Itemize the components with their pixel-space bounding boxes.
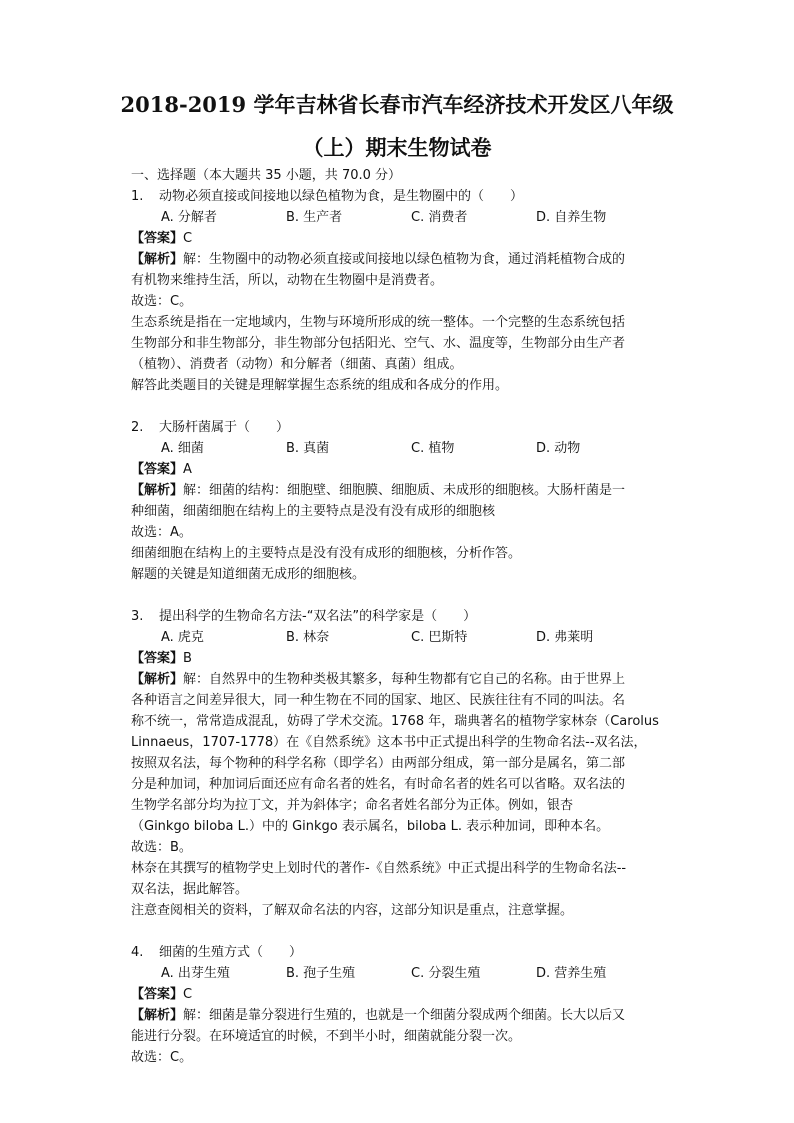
option-b: B. 孢子生殖	[286, 966, 356, 981]
analysis-line: 生态系统是指在一定地域内，生物与环境所形成的统一整体。一个完整的生态系统包括	[131, 315, 626, 330]
question-stem-row	[131, 606, 661, 627]
answer-value: A	[183, 462, 192, 477]
answer-row	[131, 984, 661, 1005]
option-d: D. 自养生物	[536, 210, 607, 225]
analysis-tag: 【解析】	[131, 672, 184, 687]
analysis-line: 按照双名法，每个物种的科学名称（即学名）由两部分组成，第一部分是属名，第二部	[131, 756, 626, 771]
analysis-line: 细菌细胞在结构上的主要特点是没有没有成形的细胞核，分析作答。	[131, 546, 522, 561]
exam-content	[131, 165, 661, 1068]
question-number: 4.	[131, 945, 144, 960]
question-3	[131, 606, 661, 921]
analysis-line: 生物学名部分均为拉丁文，并为斜体字；命名者姓名部分为正体。例如，银杏	[131, 798, 574, 813]
analysis-tag: 【解析】	[131, 483, 184, 498]
answer-tag: 【答案】	[131, 231, 184, 246]
analysis-line: Linnaeus，1707-1778）在《自然系统》这本书中正式提出科学的生物命名法--双名法，	[131, 735, 647, 750]
analysis-text: 解：细菌是靠分裂进行生殖的，也就是一个细菌分裂成两个细菌。长大以后又	[183, 1008, 626, 1023]
analysis-text: 解：细菌的结构：细胞壁、细胞膜、细胞质、未成形的细胞核。大肠杆菌是一	[183, 483, 626, 498]
question-number: 2.	[131, 420, 144, 435]
option-c: C. 分裂生殖	[411, 966, 481, 981]
analysis-line: 解答此类题目的关键是理解掌握生态系统的组成和各成分的作用。	[131, 378, 509, 393]
question-number: 3.	[131, 609, 144, 624]
option-b: B. 林奈	[286, 630, 330, 645]
option-d: D. 营养生殖	[536, 966, 607, 981]
answer-value: B	[183, 651, 192, 666]
analysis-line: 生物部分和非生物部分，非生物部分包括阳光、空气、水、温度等，生物部分由生产者	[131, 336, 626, 351]
option-row	[131, 438, 661, 459]
question-stem-row	[131, 942, 661, 963]
question-stem-row	[131, 186, 661, 207]
analysis-line	[131, 669, 661, 690]
option-b: B. 生产者	[286, 210, 343, 225]
answer-tag: 【答案】	[131, 651, 184, 666]
analysis-line: （Ginkgo biloba L.）中的 Ginkgo 表示属名，biloba L. 表示种加词，即种本名。	[131, 819, 610, 834]
option-a: A. 出芽生殖	[161, 966, 230, 981]
option-d: D. 动物	[536, 441, 581, 456]
analysis-line: （植物）、消费者（动物）和分解者（细菌、真菌）组成。	[131, 357, 463, 372]
analysis-line: 称不统一，常常造成混乱，妨碍了学术交流。1768 年，瑞典著名的植物学家林奈（Carolus	[131, 714, 659, 729]
answer-tag: 【答案】	[131, 987, 184, 1002]
analysis-line: 各种语言之间差异很大，同一种生物在不同的国家、地区、民族往往有不同的叫法。名	[131, 693, 626, 708]
option-row	[131, 963, 661, 984]
question-2	[131, 417, 661, 585]
analysis-line	[131, 480, 661, 501]
analysis-tag: 【解析】	[131, 1008, 184, 1023]
analysis-line: 有机物来维持生活，所以，动物在生物圈中是消费者。	[131, 273, 444, 288]
analysis-line	[131, 1005, 661, 1026]
exam-title-line-1: 2018-2019 学年吉林省长春市汽车经济技术开发区八年级	[120, 92, 674, 117]
option-row	[131, 207, 661, 228]
section-header: 一、选择题（本大题共 35 小题，共 70.0 分）	[131, 168, 402, 183]
analysis-line: 种细菌，细菌细胞在结构上的主要特点是没有没有成形的细胞核	[131, 504, 496, 519]
analysis-line: 故选：C。	[131, 294, 193, 309]
question-stem: 细菌的生殖方式（ ）	[159, 945, 303, 960]
question-stem: 动物必须直接或间接地以绿色植物为食，是生物圈中的（ ）	[159, 189, 524, 204]
question-4	[131, 942, 661, 1068]
exam-title-line-2: （上）期末生物试卷	[302, 135, 492, 160]
answer-row	[131, 459, 661, 480]
option-c: C. 巴斯特	[411, 630, 468, 645]
analysis-line: 林奈在其撰写的植物学史上划时代的著作-《自然系统》中正式提出科学的生物命名法--	[131, 861, 627, 876]
analysis-tag: 【解析】	[131, 252, 184, 267]
analysis-line: 双名法，据此解答。	[131, 882, 249, 897]
analysis-line: 故选：C。	[131, 1050, 193, 1065]
answer-row	[131, 228, 661, 249]
option-a: A. 细菌	[161, 441, 204, 456]
answer-value: C	[183, 231, 193, 246]
question-stem: 提出科学的生物命名方法-“双名法”的科学家是（ ）	[159, 609, 477, 624]
analysis-line: 故选：B。	[131, 840, 192, 855]
option-b: B. 真菌	[286, 441, 330, 456]
analysis-text: 解：生物圈中的动物必须直接或间接地以绿色植物为食，通过消耗植物合成的	[183, 252, 626, 267]
option-a: A. 分解者	[161, 210, 217, 225]
analysis-line	[131, 249, 661, 270]
question-number: 1.	[131, 189, 144, 204]
option-a: A. 虎克	[161, 630, 204, 645]
option-row	[131, 627, 661, 648]
analysis-line: 能进行分裂。在环境适宜的时候，不到半小时，细菌就能分裂一次。	[131, 1029, 522, 1044]
question-stem: 大肠杆菌属于（ ）	[159, 420, 290, 435]
analysis-line: 注意查阅相关的资料，了解双命名法的内容，这部分知识是重点，注意掌握。	[131, 903, 574, 918]
option-d: D. 弗莱明	[536, 630, 594, 645]
analysis-text: 解：自然界中的生物种类极其繁多，每种生物都有它自己的名称。由于世界上	[183, 672, 626, 687]
answer-value: C	[183, 987, 193, 1002]
answer-row	[131, 648, 661, 669]
analysis-line: 解题的关键是知道细菌无成形的细胞核。	[131, 567, 366, 582]
question-1	[131, 186, 661, 396]
option-c: C. 植物	[411, 441, 455, 456]
option-c: C. 消费者	[411, 210, 468, 225]
answer-tag: 【答案】	[131, 462, 184, 477]
question-stem-row	[131, 417, 661, 438]
analysis-line: 分是种加词，种加词后面还应有命名者的姓名，有时命名者的姓名可以省略。双名法的	[131, 777, 626, 792]
analysis-line: 故选：A。	[131, 525, 192, 540]
